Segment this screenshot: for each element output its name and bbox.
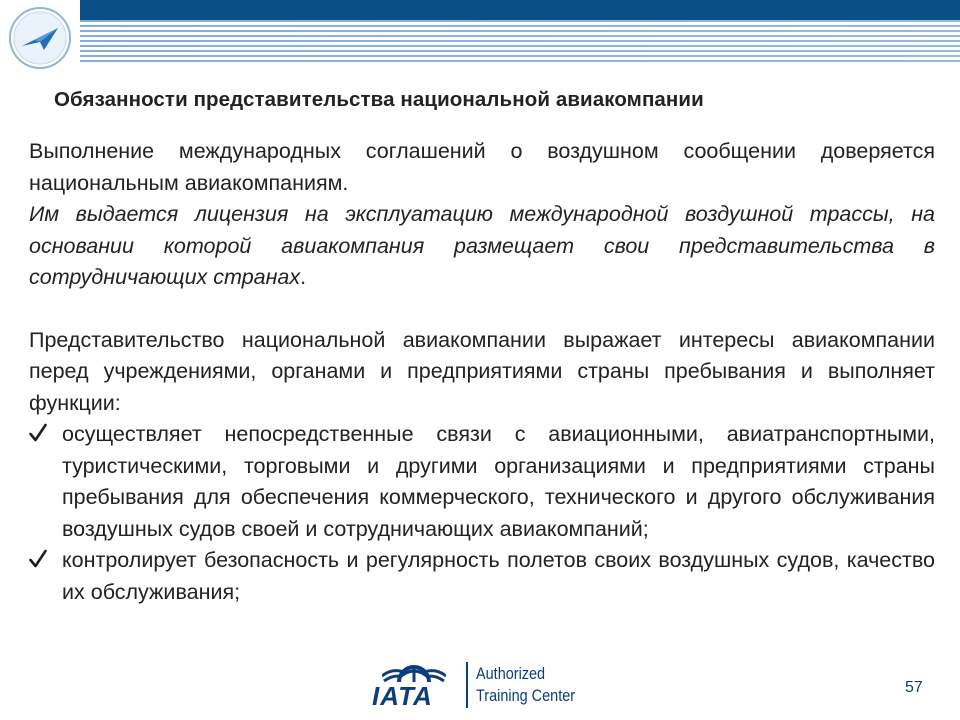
list-item [29,545,935,608]
iata-wordmark: IATA [372,681,433,711]
atc-line-training-center: Training Center [476,686,576,705]
list-item-text: контролирует безопасность и регулярность полетов своих воздушных судов, качество их обслуживания; [62,548,935,604]
list-item [29,419,935,545]
plane-emblem-icon [8,6,72,70]
slide-content [29,136,935,608]
paragraph-agreements: Выполнение международных соглашений о воздушном сообщении доверяется национальным авиакомпаниям. [29,139,935,195]
list-item-text: осуществляет непосредственные связи с авиационными, авиатранспортными, туристическими, торговыми и другими организациями и предприятиями страны пребывания для обеспечения коммерческого, технического и другого обслуживания воздушных судов своей и сотрудничающих авиакомпаний; [62,422,935,541]
header-logo [0,0,80,80]
iata-globe-icon [382,648,446,682]
slide-title: Обязанности представительства национальной авиакомпании [54,88,704,111]
paragraph-license-period: . [300,265,307,289]
page-number: 57 [905,679,923,696]
paragraph-license [29,199,935,294]
header-band-top [80,0,960,20]
paragraph-functions-intro: Представительство национальной авиакомпании выражает интересы авиакомпании перед учреждениями, органами и предприятиями страны пребывания и выполняет функции: [29,327,935,415]
spacer [29,294,935,325]
functions-list [29,419,935,608]
logo-divider [466,662,468,708]
paragraph-license-text: Им выдается лицензия на эксплуатацию международной воздушной трассы, на основании которой авиакомпания размещает свои представительства в сотрудничающих странах [29,202,935,289]
check-icon [29,549,47,569]
check-icon [29,423,47,443]
header-band [0,0,960,62]
atc-line-authorized: Authorized [476,664,546,683]
header-stripes-overlay [80,20,960,62]
iata-logo [372,648,576,714]
